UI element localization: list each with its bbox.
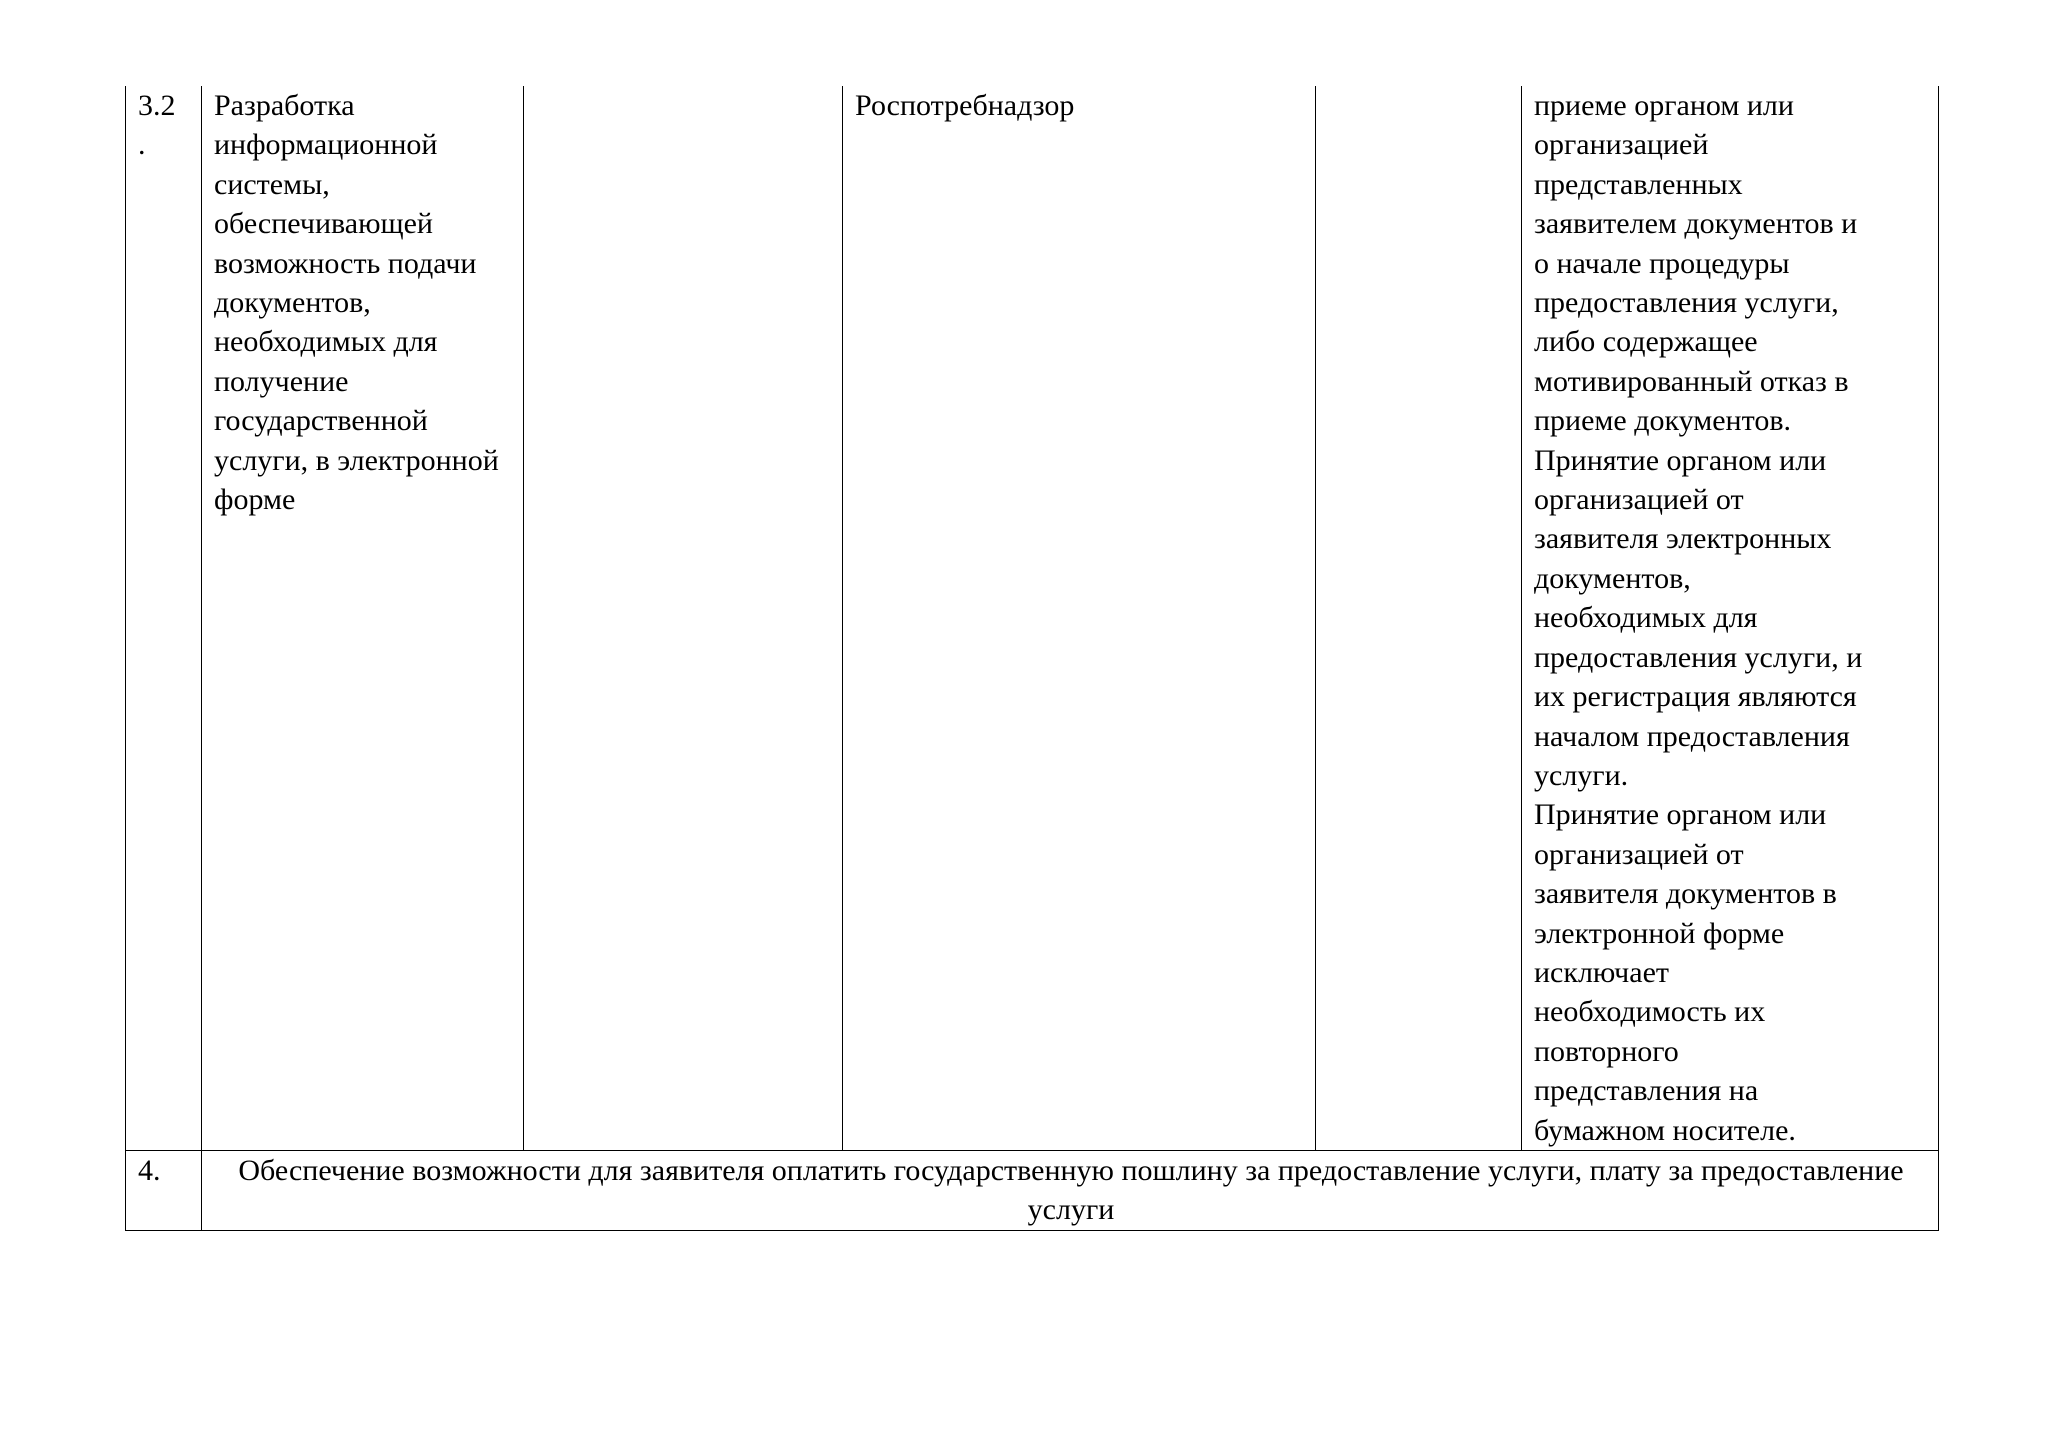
table-row-3-2: [126, 86, 1939, 1150]
expected-result: приеме органом или организацией представленных заявителем документов и о начале процедуры предоставления услуги, либо содержащее мотивированный отказ в приеме документов. Принятие органом или организацией от заявителя электронных документов, необходимых для предоставления услуги, и их регистрация являются началом предоставления услуги. Принятие органом или организацией от заявителя документов в электронной форме исключает необходимость их повторного представления на бумажном носителе.: [1534, 89, 1863, 1147]
measure-description: Разработка информационной системы, обеспечивающей возможность подачи документов, необходимых для получение государственной услуги, в электронной форме: [214, 89, 499, 517]
measure-description-cell: [202, 86, 524, 1150]
row-number: 3.2 .: [138, 89, 176, 162]
empty-cell-column-5: [1316, 86, 1522, 1150]
row-number: 4.: [138, 1153, 161, 1187]
section-title-cell: [202, 1150, 1939, 1230]
row-number-cell: [126, 86, 202, 1150]
responsible-organization-cell: [843, 86, 1316, 1150]
expected-result-cell: [1522, 86, 1939, 1150]
table-row-4: [126, 1150, 1939, 1230]
empty-cell-column-3: [524, 86, 843, 1150]
responsible-organization: Роспотребнадзор: [855, 89, 1075, 122]
row-number-cell: [126, 1150, 202, 1230]
section-title: Обеспечение возможности для заявителя оплатить государственную пошлину за предоставление услуги, плату за предоставление услуги: [238, 1153, 1904, 1227]
measures-table: [125, 86, 1939, 1231]
